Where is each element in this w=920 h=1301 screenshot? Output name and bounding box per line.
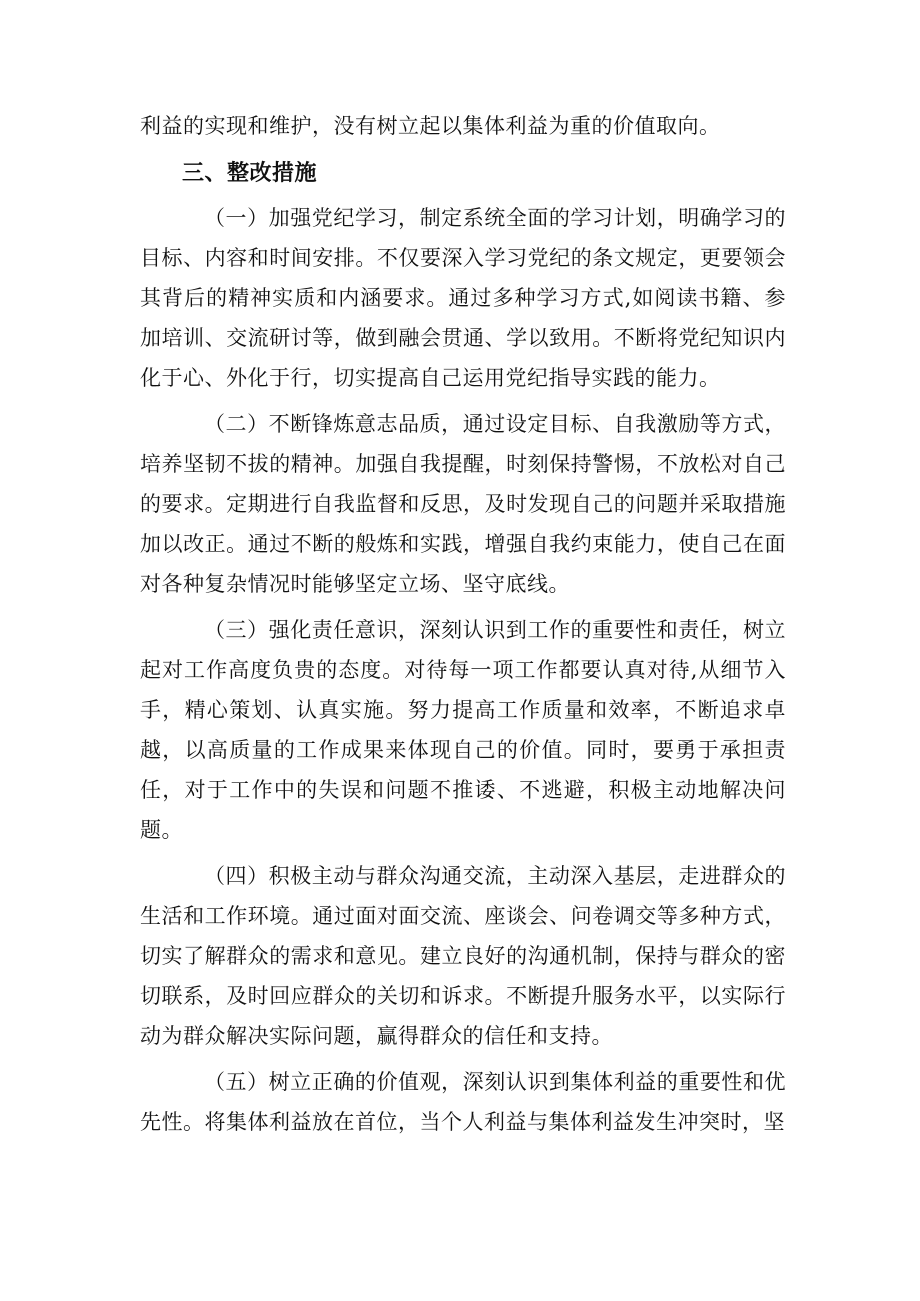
paragraph-1: （一）加强党纪学习，制定系统全面的学习计划，明确学习的目标、内容和时间安排。不仅要深入学习党纪的条文规定，更要领会其背后的精神实质和内涵要求。通过多种学习方式,如阅读书籍、参加培训、交流研讨等，做到融会贯通、学以致用。不断将党纪知识内化于心、外化于行，切实提高自己运用党纪指导实践的能力。	[140, 206, 786, 390]
continuation-paragraph: 利益的实现和维护，没有树立起以集体利益为重的价值取向。	[140, 114, 721, 138]
paragraph-3: （三）强化责任意识，深刻认识到工作的重要性和责任，树立起对工作高度负贵的态度。对待每一项工作都要认真对待,从细节入手，精心策划、认真实施。努力提高工作质量和效率，不断追求卓越，以高质量的工作成果来体现自己的价值。同时，要勇于承担责任，对于工作中的失误和问题不推诿、不逃避，积极主动地解决问题。	[140, 618, 786, 842]
document-body	[140, 106, 786, 1148]
paragraph-2: （二）不断锋炼意志品质，通过设定目标、自我激励等方式，培养坚韧不拔的精神。加强自我提醒，时刻保持警惕，不放松对自己的要求。定期进行自我监督和反思，及时发现自己的问题并采取措施加以改正。通过不断的般炼和实践，增强自我约束能力，使自己在面对各种复杂情况时能够坚定立场、坚守底线。	[140, 412, 786, 596]
section-heading: 三、整改措施	[182, 161, 318, 186]
paragraph-5: （五）树立正确的价值观，深刻认识到集体利益的重要性和优先性。将集体利益放在首位，当个人利益与集体利益发生冲突时，坚	[140, 1070, 786, 1134]
paragraph-4: （四）积极主动与群众沟通交流，主动深入基层，走进群众的生活和工作环境。通过面对面交流、座谈会、问卷调交等多种方式，切实了解群众的需求和意见。建立良好的沟通机制，保持与群众的密切联系，及时回应群众的关切和诉求。不断提升服务水平，以实际行动为群众解决实际问题，赢得群众的信任和支持。	[140, 864, 786, 1048]
